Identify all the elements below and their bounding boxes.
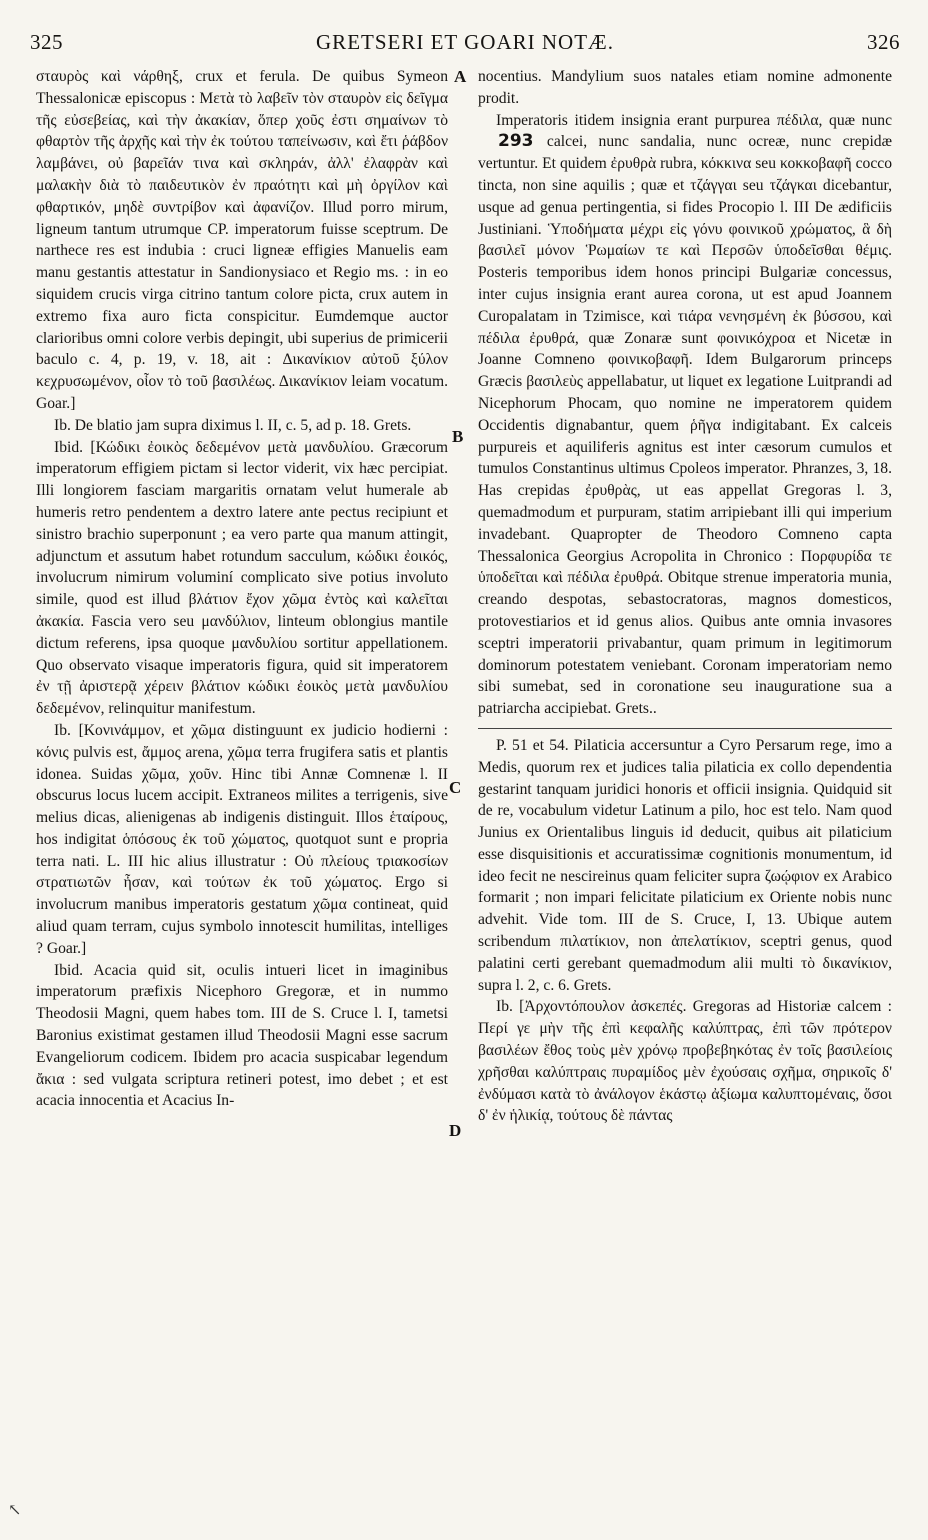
right-paragraph-2-rest: calcei, nunc sandalia, nunc ocreæ, nunc crepidæ vertuntur. Et quidem ἐρυθρὰ rubra, κόκκινα seu κοκκοβαφῆ cocco tincta, non sine aquilis ; quæ et τζάγγαι seu τζάγκαι dicebantur, usque ad genua pertingentia, si fides Procopio l. III De ædificiis Justiniani. Ὑποδήματα μέχρι εἰς γόνυ φοινικοῦ χρώματος, ἃ δὴ βασιλεῖ μόνον Ῥωμαίων τε καὶ Περσῶν ὑποδεῖσθαι θέμις. Posteris temporibus idem honos principi Bulgariæ concessus, inter cujus insignia erant aurea corona, ut est apud Joannem Curopalatam in Tzimisce, καὶ τιάρα νενησμένη ἐκ βύσσου, καὶ πέδιλα ἐρυθρά, quæ Zonaræ sunt φοινικόχροα et Nicetæ in Joanne Comneno φοινικοβαφῆ. Idem Bulgarorum princeps Græcis βασιλεὺς appellabatur, ut liquet ex legatione Luitprandi ad Nicephorum Phocam, quo nomine ne imperatorem quidem Occidentis dignabantur, quem ῥῆγα indigitabant. Ex calceis purpureis et aquiliferis agnitus est inter cæsorum cumulos et tumulos Constantinus ultimus Cpoleos imperator. Phranzes, 3, 18. Has crepidas ἐρυθρὰς, ut eas appellat Gregoras l. 3, quemadmodum et purpuram, statim arripiebant illi qui imperium invadebant. Quapropter de Theodoro Comneno capta Thessalonica Georgius Acropolita in Chronico : Πορφυρίδα τε ὑποδεῖται καὶ πέδιλα ἐρυθρά. Obitque strenue imperatoria munia, creando despotas, sebastocratoras, magnos domesticos, protovestiarios et id genus alios. Quibus ante omnia invasores sceptri imperatorii privabantur, quam primum in legitimorum dominorum potestatem veniebant. Coronam imperatoriam nemo sibi sumebat, sed in coronatione seu inauguratione sua a patriarcha accipiebat. Grets.. [478,133,892,718]
right-paragraph-4: Ib. [Ἀρχοντόπουλον ἀσκεπές. Gregoras ad Historiæ calcem : Περί γε μὴν τῆς ἐπὶ κεφαλῆς καλύπτρας, ἐπὶ τῶν πρότερον βασιλέων ἔθος τοὺς μὲν χρόνῳ προβεβηκότας ἐν τοῖς βασιλείοις χρῆσθαι καλύπτραις πυραμίδος μὲν ἐχούσαις σχῆμα, σηρικοῖς δ' ἐνδύμασι κατὰ τὸ ἀνάλογον ἑκάστῳ ἀξίωμα καλυπτομέναις, ὅσοι δ' ἐν ἡλικίᾳ, τούτους δὲ πάντας [478,998,892,1125]
margin-marker-a: A [454,67,467,86]
page-number-right: 326 [867,30,900,54]
margin-marker-d: D [449,1121,462,1140]
margin-marker-c: C [449,778,462,797]
left-paragraph-2: Ib. De blatio jam supra diximus l. II, c. 5, ad p. 18. Grets. [54,416,412,434]
right-column [478,66,892,1516]
right-paragraph-3: P. 51 et 54. Pilaticia accersuntur a Cyro Persarum rege, imo a Medis, quorum rex et judices talia pilaticia ex collo dependentia gestarint tanquam juridici honoris et officii insignia. Quidquid sit de re, vocabulum videtur Latinum a pilo, hoc est telo. Nam quod Junius ex Orientalibus linguis id deducit, quibus ait pilaticium esse disquisitionis et accuratissimæ cognitionis monumentum, id ideo fecit ne nescireinus quam feliciter supra ζωῴφιον ex Arabico formarit ; non impari felicitate pilaticium ex Oriente nobis nunc advehit. Vide tom. III de S. Cruce, I, 13. Ubique autem scribendum πιλατίκιον, non ἀπελατίκιον, sceptri genus, quod palatini certi gerebant quemadmodum alii multi τὸ δικανίκιον, supra l. 2, c. 6. Grets. [478,736,892,994]
running-title: GRETSERI ET GOARI NOTÆ. [316,30,614,54]
page-header [30,30,900,60]
right-paragraph-2-start: Imperatoris itidem insignia erant purpurea πέδιλα, quæ nunc [496,111,892,129]
inline-page-number: 293 [498,131,534,152]
left-column [36,66,448,1516]
right-paragraph-1: nocentius. Mandylium suos natales etiam nomine admonente prodit. [478,68,892,107]
page-number-left: 325 [30,30,63,54]
margin-marker-b: B [452,427,464,446]
corner-mark: ↖ [8,1500,22,1519]
left-paragraph-1: σταυρὸς καὶ νάρθηξ, crux et ferula. De quibus Symeon Thessalonicæ episcopus : Μετὰ τὸ λαβεῖν τὸν σταυρὸν εἰς δεῖγμα τῆς εὐσεβείας, καὶ τὴν ἀκακίαν, ὅπερ χοῦς ἐστι σημαίνων τὸ φθαρτὸν τῆς ἀρχῆς καὶ τὴν ἐκ τούτου ταπείνωσιν, καὶ ἔτι ῥάβδον λαμβάνει, οὐ βαρεῖάν τινα καὶ σκληράν, ἀλλ' ἐλαφρὰν καὶ μαλακὴν διὰ τὸ παιδευτικὸν ἐν πραότητι καὶ μὴ ὀργίλον καὶ φθαρτικόν, μηδὲ συντρίβον καὶ ἀφανίζον. Illud porro mirum, ligneum tantum utrumque CP. imperatorum fuisse sceptrum. De narthece res est indubia : cruci ligneæ effigies Manuelis eam manu gestantis attestatur in Sandionysiaco et Regio ms. : in eo siquidem crucis virga citrino tantum colore picta, crux autem in extremo fixa auro ficta conspicitur. Eumdemque auctor clarioribus omni colore verbis depingit, ubi superius de primicerii baculo c. 4, p. 19, v. 18, ait : Δικανίκιον αὐτοῦ ξύλον κεχρυσωμένον, οἷον τὸ τοῦ βασιλέως. Δικανίκιον leiam vocatum. Goar.] [36,68,448,412]
left-paragraph-5: Ibid. Acacia quid sit, oculis intueri licet in imaginibus imperatorum præfixis Nicephoro Gregoræ, et in nummo Theodosii Magni, quem habes tom. III de S. Cruce l. I, tametsi Baronius existimat gestamen illud Theodosii Magni esse sacrum Evangeliorum codicem. Ibidem pro acacia suspicabar legendum ἄκια : sed vulgata scriptura retineri potest, imo debet ; et est acacia innocentia et Acacius In- [36,961,448,1110]
right-paragraph-2 [478,110,892,720]
left-paragraph-3: Ibid. [Κώδικι ἐοικὸς δεδεμένον μετὰ μανδυλίου. Græcorum imperatorum effigiem pictam si lector viderit, vix hæc percipiat. Illi longiorem fasciam margaritis ornatam velut humerale ab humeris retro pendentem a dextro latere ante pectus recipiunt et sinistro brachio superponunt ; ea vero parte qua manum attingit, adjunctum et assutum habet rotundum sacculum, κώδικι ἐοικός, involucrum nimirum voluminí complicato sive potius involuto simile, quod est illud βλάτιον ἔχον χῶμα ἐντὸς καὶ καλεῖται ἀκακία. Fascia vero seu μανδύλιον, linteum oblongius mantile dictum referens, ipsa quoque μανδυλίου sortitur appellationem. Quo observato visaque imperatoris figura, quid sit imperatorem ἐν τῇ ἀριστερᾷ χέρειν βλάτιον κώδικι ἐοικὸς μετὰ μανδυλίου δεδεμένον, relinquitur manifestum. [36,438,448,718]
left-paragraph-4: Ib. [Κονινάμμον, et χῶμα distinguunt ex judicio hodierni : κόνις pulvis est, ἄμμος arena, χῶμα terra frugifera satis et plantis idonea. Suidas χῶμα, χοῦν. Hinc tibi Annæ Comnenæ l. II obscurus locus lucem accipit. Extraneos milites a terrigenis, sive melius dicas, alienigenas ab indigenis distinguit. Illos ἑταίρους, hos indigitat ὁπόσους ἐκ τοῦ χώματος, quotquot sunt e propria terra nati. L. III hic alius illustratur : Οὐ πλείους τριακοσίων στρατιωτῶν ἦσαν, καὶ τούτων ἐκ τοῦ χώματος. Ergo si involucrum manibus imperatoris gestatum χῶμα contineat, quid aliud quam terram, cujus symbolo innotescit humilitas, intelliges ? Goar.] [36,721,448,957]
section-divider [478,728,892,729]
